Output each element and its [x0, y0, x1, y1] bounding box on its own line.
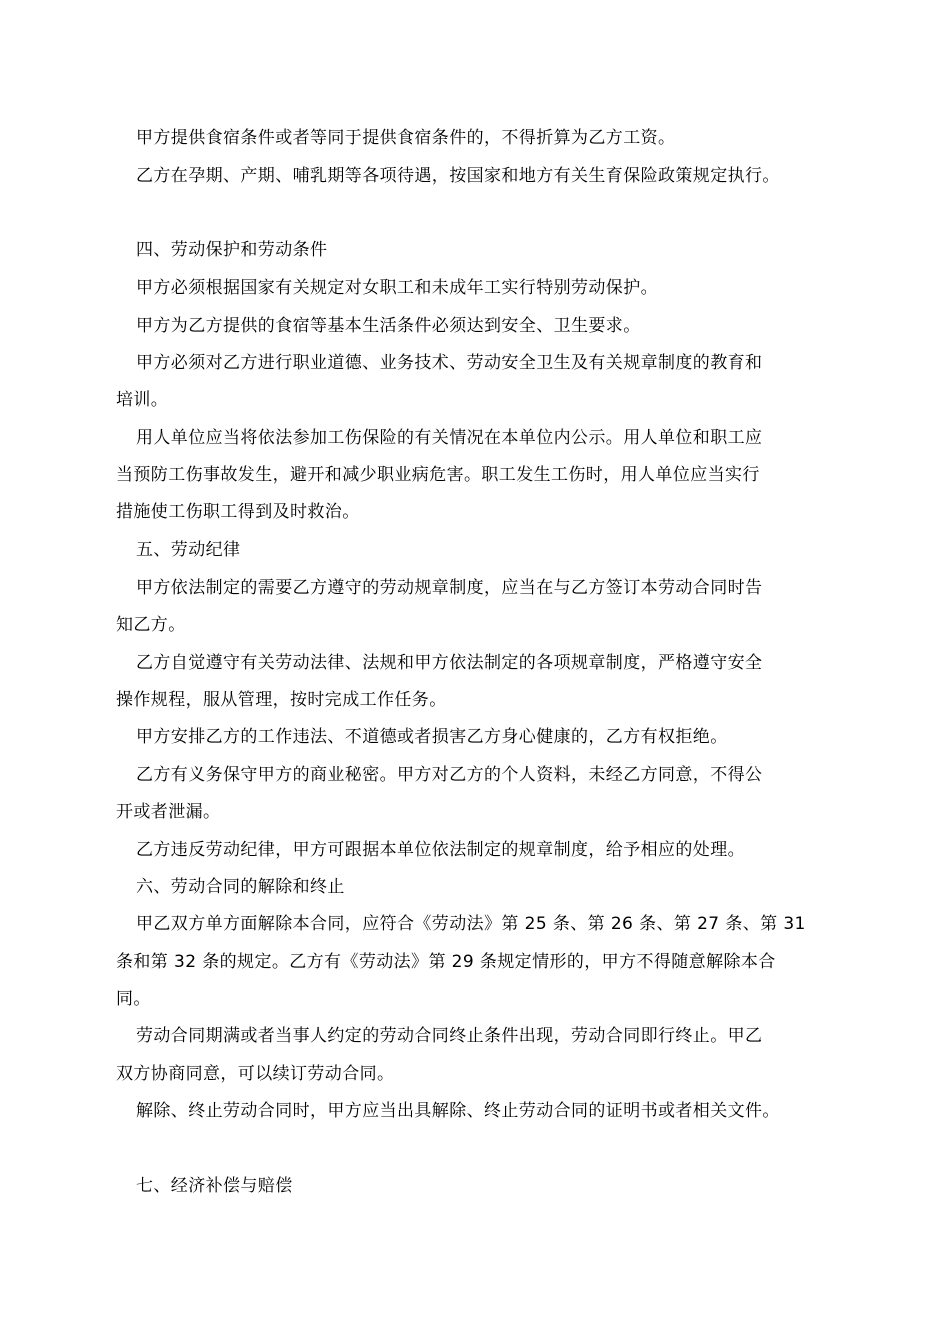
- paragraph-line: 知乙方。: [116, 615, 186, 635]
- paragraph-line: 培训。: [116, 390, 169, 410]
- paragraph-line: 甲方安排乙方的工作违法、不道德或者损害乙方身心健康的，乙方有权拒绝。: [136, 727, 728, 747]
- paragraph-line: 甲方提供食宿条件或者等同于提供食宿条件的，不得折算为乙方工资。: [136, 128, 676, 148]
- paragraph-line: 甲方必须对乙方进行职业道德、业务技术、劳动安全卫生及有关规章制度的教育和: [136, 353, 763, 373]
- paragraph-line: 乙方自觉遵守有关劳动法律、法规和甲方依法制定的各项规章制度，严格遵守安全: [136, 653, 763, 673]
- paragraph-line: 甲乙双方单方面解除本合同，应符合《劳动法》第 25 条、第 26 条、第 27 条、第 31: [136, 914, 806, 934]
- paragraph-line: 劳动合同期满或者当事人约定的劳动合同终止条件出现，劳动合同即行终止。甲乙: [136, 1026, 763, 1046]
- paragraph-line: 乙方有义务保守甲方的商业秘密。甲方对乙方的个人资料，未经乙方同意，不得公: [136, 765, 763, 785]
- paragraph-line: 开或者泄漏。: [116, 802, 221, 822]
- paragraph-line: 甲方为乙方提供的食宿等基本生活条件必须达到安全、卫生要求。: [136, 316, 641, 336]
- paragraph-line: 乙方违反劳动纪律，甲方可跟据本单位依法制定的规章制度，给予相应的处理。: [136, 840, 745, 860]
- paragraph-line: 操作规程，服从管理，按时完成工作任务。: [116, 690, 447, 710]
- section-heading: 五、劳动纪律: [136, 540, 241, 560]
- paragraph-line: 乙方在孕期、产期、哺乳期等各项待遇，按国家和地方有关生育保险政策规定执行。: [136, 166, 780, 186]
- paragraph-line: 条和第 32 条的规定。乙方有《劳动法》第 29 条规定情形的，甲方不得随意解除本合: [116, 952, 776, 972]
- paragraph-line: 解除、终止劳动合同时，甲方应当出具解除、终止劳动合同的证明书或者相关文件。: [136, 1101, 780, 1121]
- paragraph-line: 同。: [116, 989, 151, 1009]
- section-heading: 四、劳动保护和劳动条件: [136, 240, 328, 260]
- paragraph-line: 措施使工伤职工得到及时救治。: [116, 502, 360, 522]
- paragraph-line: 当预防工伤事故发生，避开和减少职业病危害。职工发生工伤时，用人单位应当实行: [116, 465, 760, 485]
- paragraph-line: 甲方必须根据国家有关规定对女职工和未成年工实行特别劳动保护。: [136, 278, 658, 298]
- paragraph-line: 用人单位应当将依法参加工伤保险的有关情况在本单位内公示。用人单位和职工应: [136, 428, 763, 448]
- section-heading: 六、劳动合同的解除和终止: [136, 877, 345, 897]
- paragraph-line: 甲方依法制定的需要乙方遵守的劳动规章制度，应当在与乙方签订本劳动合同时告: [136, 578, 763, 598]
- paragraph-line: 双方协商同意，可以续订劳动合同。: [116, 1064, 395, 1084]
- section-heading: 七、经济补偿与赔偿: [136, 1176, 293, 1196]
